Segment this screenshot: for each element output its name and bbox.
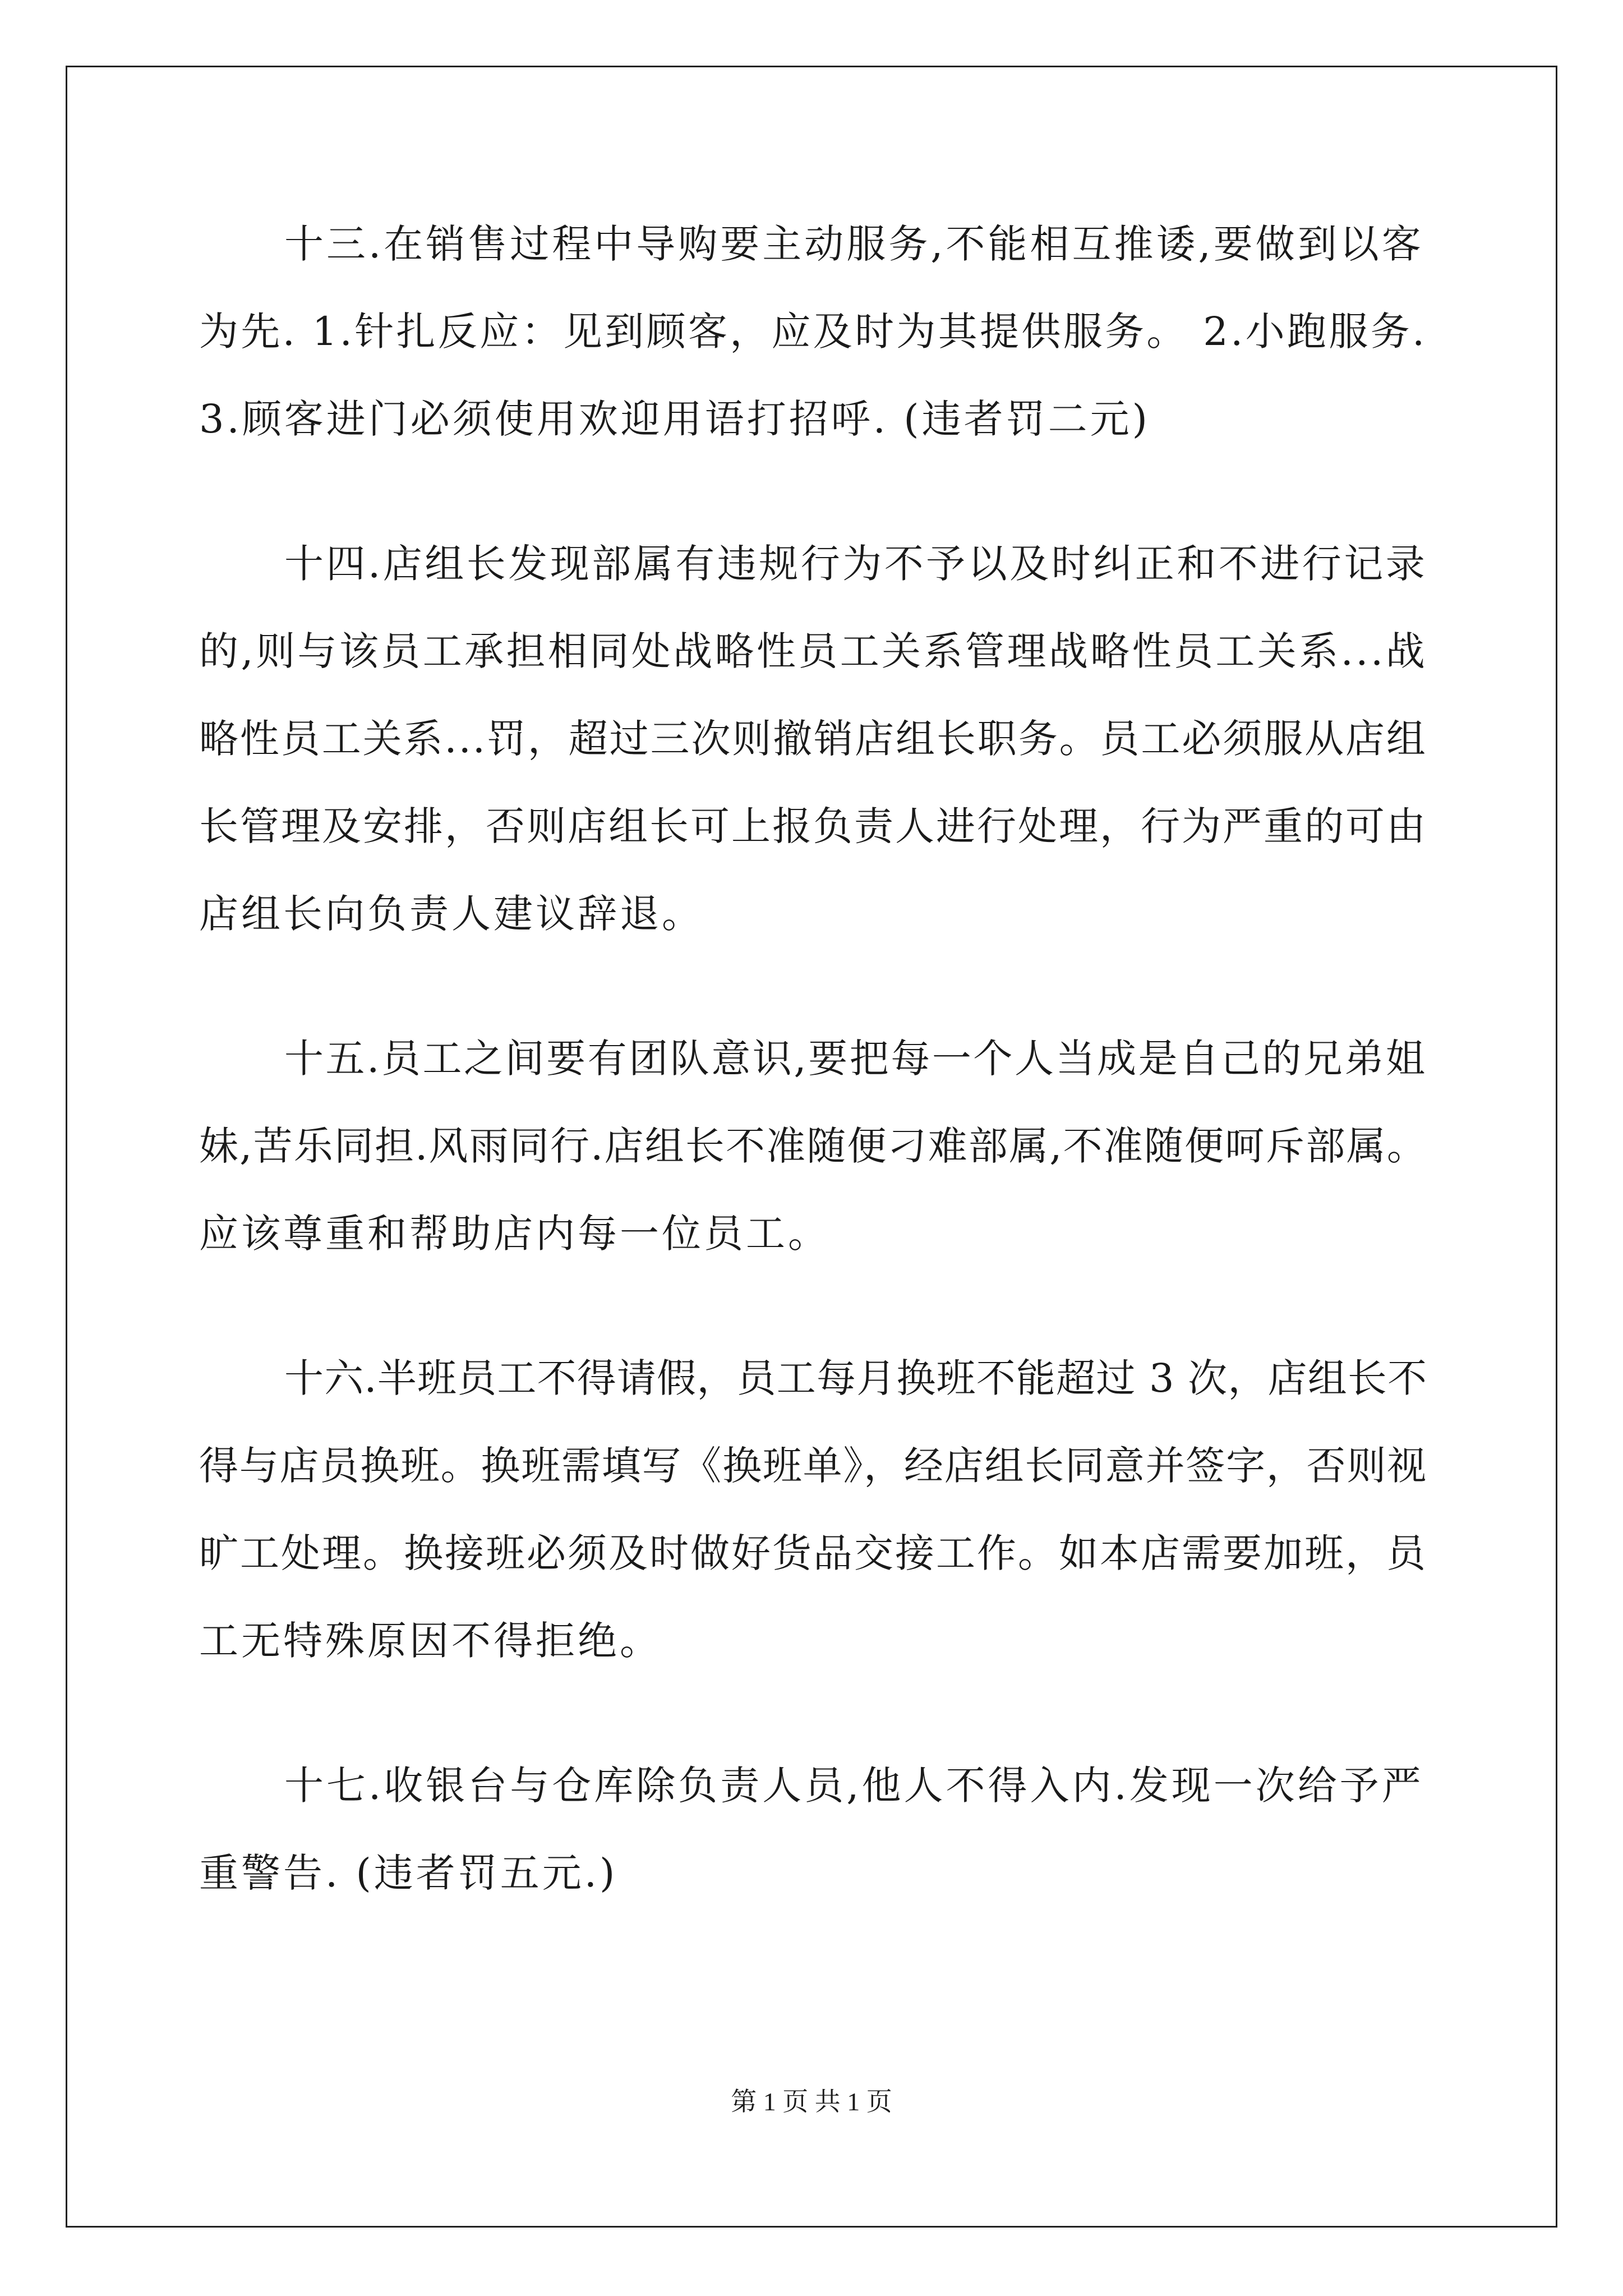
text-line: 略性员工关系...罚，超过三次则撤销店组长职务。员工必须服从店组: [199, 716, 1427, 762]
text-line: 十六.半班员工不得请假，员工每月换班不能超过 3 次，店组长不: [284, 1355, 1428, 1401]
text-line: 工无特殊原因不得拒绝。: [199, 1618, 662, 1664]
text-line: 十七.收银台与仓库除负责人员,他人不得入内.发现一次给予严: [284, 1763, 1424, 1809]
text-line: 长管理及安排，否则店组长可上报负责人进行处理，行为严重的可由: [199, 803, 1427, 849]
text-line: 旷工处理。换接班必须及时做好货品交接工作。如本店需要加班，员: [199, 1530, 1427, 1576]
text-line: 得与店员换班。换班需填写《换班单》，经店组长同意并签字，否则视: [199, 1443, 1427, 1489]
text-line: 应该尊重和帮助店内每一位员工。: [199, 1211, 830, 1257]
text-line: 的,则与该员工承担相同处战略性员工关系管理战略性员工关系...战: [199, 628, 1428, 674]
text-line: 店组长向负责人建议辞退。: [199, 891, 704, 937]
text-line: 十三.在销售过程中导购要主动服务,不能相互推诿,要做到以客: [284, 221, 1424, 267]
text-line: 妹,苦乐同担.风雨同行.店组长不准随便刁难部属,不准随便呵斥部属。: [199, 1123, 1428, 1169]
text-line: 重警告. (违者罚五元.): [199, 1850, 618, 1896]
text-line: 3.顾客进门必须使用欢迎用语打招呼. (违者罚二元): [199, 396, 1150, 442]
text-line: 十四.店组长发现部属有违规行为不予以及时纠正和不进行记录: [284, 541, 1428, 587]
page-number-footer: 第 1 页 共 1 页: [731, 2087, 892, 2116]
text-line: 为先. 1.针扎反应：见到顾客，应及时为其提供服务。 2.小跑服务.: [199, 309, 1427, 355]
text-line: 十五.员工之间要有团队意识,要把每一个人当成是自己的兄弟姐: [284, 1036, 1427, 1082]
